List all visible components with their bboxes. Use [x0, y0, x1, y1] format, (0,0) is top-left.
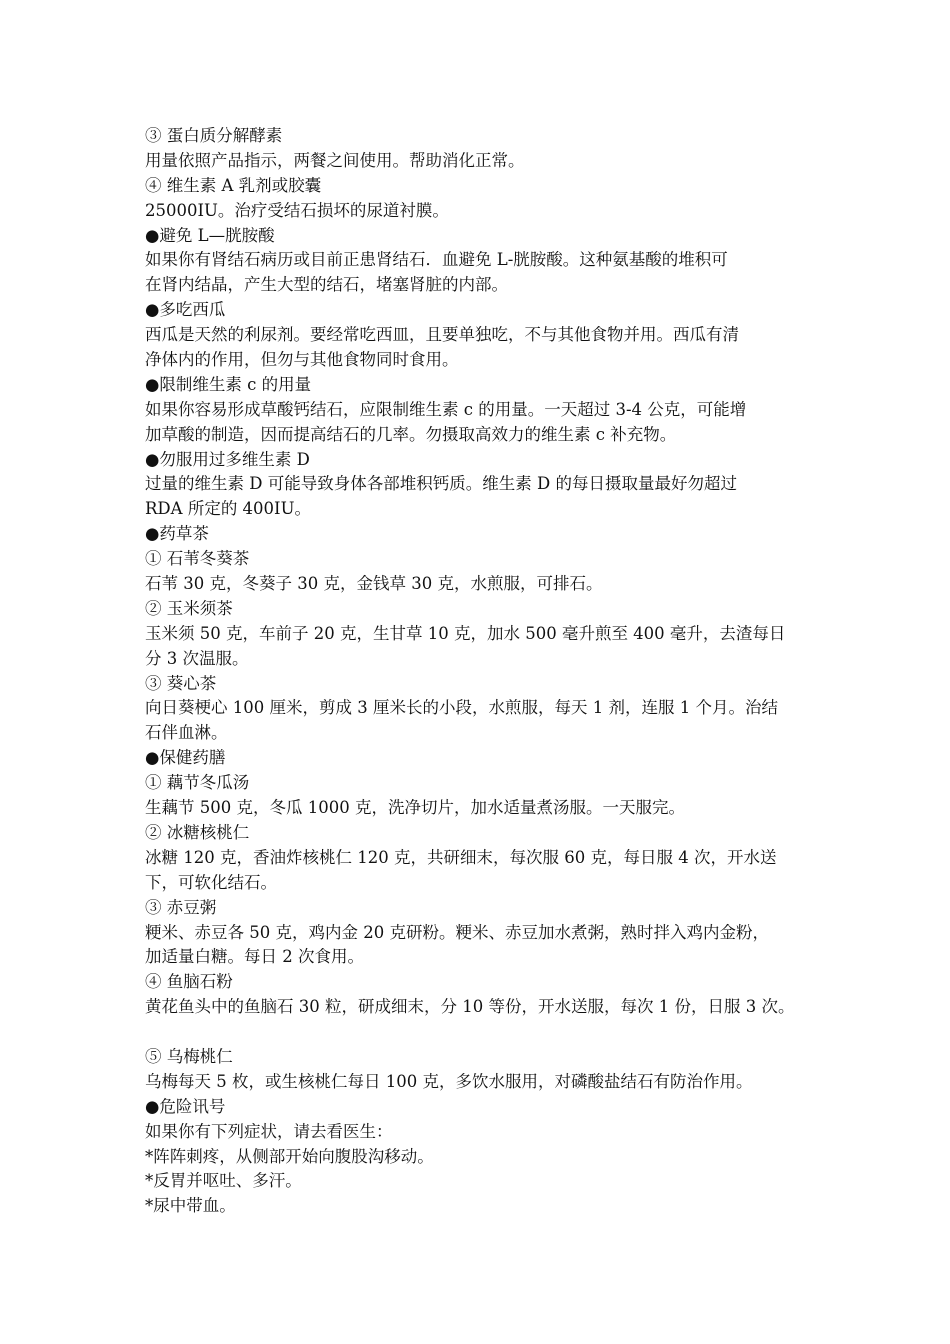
heading-red-bean-porridge: ③ 赤豆粥	[145, 897, 217, 917]
section-heading-vitamin-d: ●勿服用过多维生素 D	[145, 449, 310, 469]
paragraph-line: 分 3 次温服。	[145, 648, 249, 668]
paragraph-line: 石伴血淋。	[145, 723, 228, 743]
paragraph-line: 石苇 30 克，冬葵子 30 克，金钱草 30 克，水煎服，可排石。	[145, 574, 603, 594]
paragraph-line: 乌梅每天 5 枚，或生核桃仁每日 100 克，多饮水服用，对磷酸盐结石有防治作用。	[145, 1071, 753, 1091]
heading-fish-otolith-powder: ④ 鱼脑石粉	[145, 972, 233, 992]
paragraph-line: 西瓜是天然的利尿剂。要经常吃西皿，且要单独吃，不与其他食物并用。西瓜有清	[145, 325, 739, 345]
section-heading-vitamin-c: ●限制维生素 c 的用量	[145, 374, 312, 394]
section-heading-danger-signs: ●危险讯号	[145, 1096, 226, 1116]
document-page	[145, 124, 825, 1219]
heading-rock-sugar-walnut: ② 冰糖核桃仁	[145, 822, 250, 842]
heading-lotus-wintermelon-soup: ① 藕节冬瓜汤	[145, 773, 250, 793]
section-heading-avoid-cystine: ●避免 L—胱胺酸	[145, 225, 275, 245]
heading-sunflower-tea: ③ 葵心茶	[145, 673, 217, 693]
heading-protease-enzyme: ③ 蛋白质分解酵素	[145, 126, 283, 145]
symptom-item: *阵阵刺疼，从侧部开始向腹股沟移动。	[145, 1146, 434, 1166]
paragraph-line: 如果你容易形成草酸钙结石，应限制维生素 c 的用量。一天超过 3-4 公克，可能增	[145, 399, 747, 419]
section-heading-herbal-tea: ●药草茶	[145, 524, 209, 544]
paragraph-line: 冰糖 120 克，香油炸核桃仁 120 克，共研细末，每次服 60 克，每日服 4 次，开水送	[145, 847, 777, 867]
paragraph-line: 加适量白糖。每日 2 次食用。	[145, 947, 364, 967]
paragraph-line: 用量依照产品指示，两餐之间使用。帮助消化正常。	[145, 150, 525, 170]
heading-vitamin-a: ④ 维生素 A 乳剂或胶囊	[145, 175, 322, 195]
blank-line	[145, 1020, 825, 1045]
heading-corn-silk-tea: ② 玉米须茶	[145, 598, 233, 618]
paragraph-line: 黄花鱼头中的鱼脑石 30 粒，研成细末，分 10 等份，开水送服，每次 1 份，日服 3 次。	[145, 997, 795, 1017]
section-heading-medicinal-diet: ●保健药膳	[145, 748, 226, 768]
paragraph-line: 如果你有下列症状，请去看医生：	[145, 1121, 393, 1141]
paragraph-line: 如果你有肾结石病历或目前正患肾结石．血避免 L-胱胺酸。这种氨基酸的堆积可	[145, 250, 728, 270]
symptom-item: *反胃并呕吐、多汗。	[145, 1171, 302, 1191]
heading-plum-walnut: ⑤ 乌梅桃仁	[145, 1046, 233, 1066]
paragraph-line: RDA 所定的 400IU。	[145, 499, 311, 519]
paragraph-line: 生藕节 500 克，冬瓜 1000 克，洗净切片，加水适量煮汤服。一天服完。	[145, 798, 685, 818]
symptom-item: *尿中带血。	[145, 1196, 236, 1216]
paragraph-line: 粳米、赤豆各 50 克，鸡内金 20 克研粉。粳米、赤豆加水煮粥，熟时拌入鸡内金粉，	[145, 922, 769, 942]
paragraph-line: 净体内的作用，但勿与其他食物同时食用。	[145, 350, 459, 370]
paragraph-line: 25000IU。治疗受结石损坏的尿道衬膜。	[145, 200, 449, 220]
paragraph-line: 玉米须 50 克，车前子 20 克，生甘草 10 克，加水 500 毫升煎至 400 毫升，去渣每日	[145, 623, 786, 643]
paragraph-line: 过量的维生素 D 可能导致身体各部堆积钙质。维生素 D 的每日摄取量最好勿超过	[145, 474, 737, 494]
section-heading-watermelon: ●多吃西瓜	[145, 300, 226, 320]
heading-shiwei-tea: ① 石苇冬葵茶	[145, 549, 250, 569]
paragraph-line: 下，可软化结石。	[145, 872, 277, 892]
paragraph-line: 向日葵梗心 100 厘米，剪成 3 厘米长的小段，水煎服，每天 1 剂，连服 1 个月。治结	[145, 698, 778, 718]
paragraph-line: 在肾内结晶，产生大型的结石，堵塞肾脏的内部。	[145, 275, 508, 295]
paragraph-line: 加草酸的制造，因而提高结石的几率。勿摄取高效力的维生素 c 补充物。	[145, 424, 677, 444]
